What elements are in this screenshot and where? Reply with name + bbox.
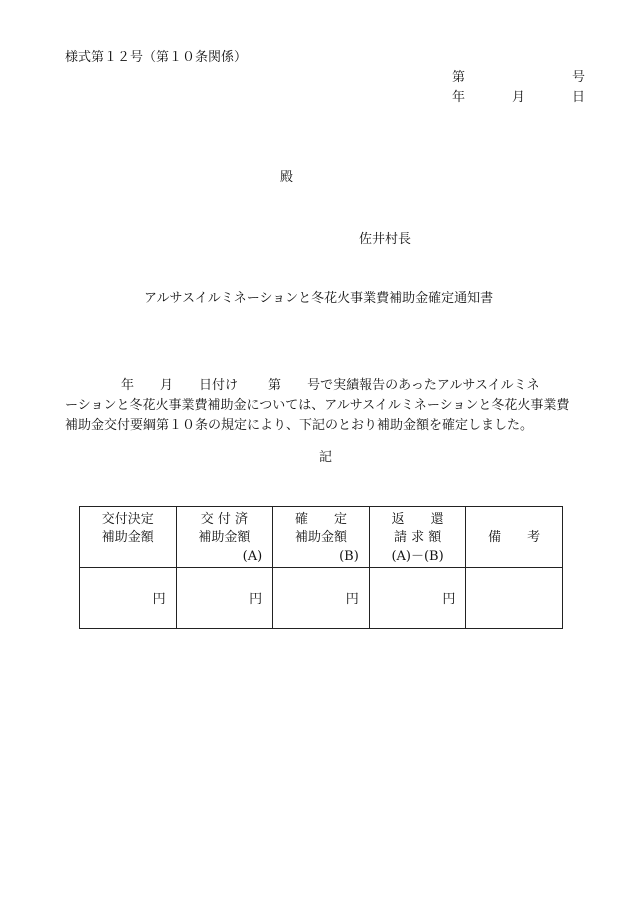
col-header-tag-a-minus-b: (A)－(B)	[391, 549, 444, 564]
date-month-label: 月	[512, 90, 526, 105]
addressee-honorific: 殿	[280, 170, 294, 185]
yen-unit: 円	[442, 592, 456, 607]
remarks-cell	[466, 568, 563, 629]
body-paragraph	[65, 376, 590, 436]
col-header-line1: 交付決定	[101, 512, 154, 527]
col-header-line1: 確 定	[294, 512, 347, 527]
col-header-line1: 返 還	[391, 512, 444, 527]
sender-name: 佐井村長	[359, 232, 412, 247]
body-number-prefix: 第	[268, 378, 282, 393]
body-date-month: 月	[160, 378, 174, 393]
yen-unit: 円	[345, 592, 359, 607]
yen-unit: 円	[152, 592, 166, 607]
refund-amount-cell	[369, 568, 466, 629]
doc-number-suffix: 号	[572, 70, 586, 85]
body-line-3: 補助金交付要綱第１０条の規定により、下記のとおり補助金額を確定しました。	[65, 418, 534, 433]
col-header-decided-amount	[80, 507, 177, 568]
yen-unit: 円	[249, 592, 263, 607]
col-header-line2: 備 考	[488, 530, 541, 545]
col-header-line2: 補助金額	[101, 530, 154, 545]
col-header-line2: 補助金額	[198, 530, 251, 545]
col-header-line2: 請 求 額	[393, 530, 442, 545]
document-title: アルサスイルミネーションと冬花火事業費補助金確定通知書	[144, 291, 494, 306]
col-header-remarks	[466, 507, 563, 568]
col-header-tag-b: (B)	[339, 549, 359, 564]
table-header-row	[80, 507, 563, 568]
doc-number-prefix: 第	[452, 70, 466, 85]
body-line-2: ーションと冬花火事業費補助金については、アルサスイルミネーションと冬花火事業費	[65, 398, 570, 413]
col-header-paid-amount	[176, 507, 273, 568]
col-header-confirmed-amount	[273, 507, 370, 568]
date-year-label: 年	[452, 90, 466, 105]
ki-marker: 記	[319, 450, 333, 465]
col-header-line2: 補助金額	[294, 530, 347, 545]
confirmed-amount-cell	[273, 568, 370, 629]
body-date-day: 日付け	[199, 378, 239, 393]
body-line-1-end: 号で実績報告のあったアルサスイルミネ	[307, 378, 540, 393]
body-line-1	[65, 376, 590, 396]
decided-amount-cell	[80, 568, 177, 629]
paid-amount-cell	[176, 568, 273, 629]
table-row	[80, 568, 563, 629]
subsidy-table	[79, 506, 563, 629]
body-date-year: 年	[121, 378, 135, 393]
col-header-refund-amount	[369, 507, 466, 568]
date-day-label: 日	[572, 90, 586, 105]
form-number: 様式第１２号（第１０条関係）	[65, 50, 248, 65]
col-header-line1: 交 付 済	[200, 512, 249, 527]
col-header-tag-a: (A)	[242, 549, 263, 564]
